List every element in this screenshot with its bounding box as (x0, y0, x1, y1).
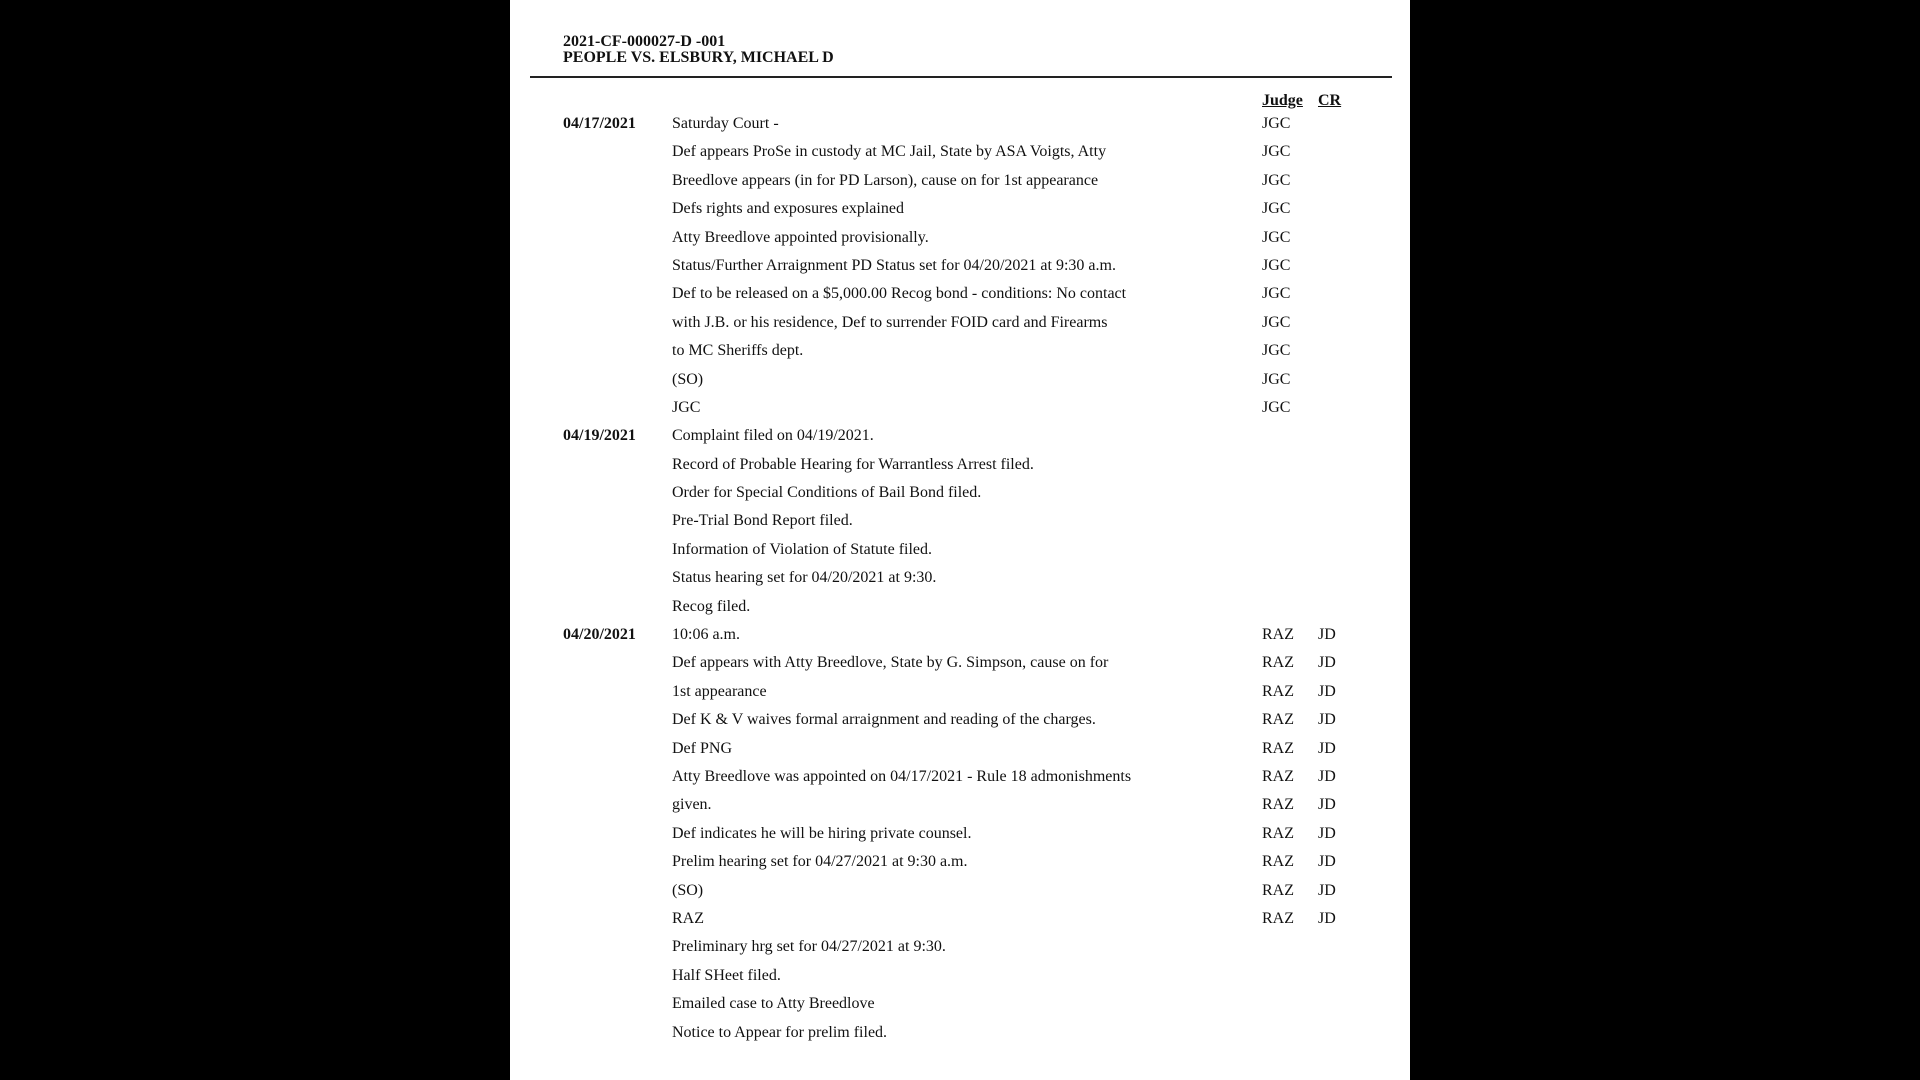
docket-entry-row (510, 793, 1410, 821)
docket-entry-row (510, 481, 1410, 509)
entry-cr: JD (1318, 881, 1336, 899)
entry-judge: RAZ (1262, 626, 1294, 644)
entry-text: 10:06 a.m. (672, 626, 740, 644)
docket-entry-row (510, 935, 1410, 963)
entry-text: Def to be released on a $5,000.00 Recog bond - conditions: No contact (672, 285, 1127, 303)
entry-judge: JGC (1262, 342, 1291, 360)
entry-text: JGC (672, 398, 701, 416)
entry-cr: JD (1318, 824, 1336, 842)
docket-entry-row (510, 368, 1410, 396)
entry-text: to MC Sheriffs dept. (672, 342, 804, 360)
case-header (563, 34, 834, 66)
docket-entry-row (510, 396, 1410, 424)
document-page (510, 0, 1410, 1080)
docket-entry-row (510, 169, 1410, 197)
entry-text: with J.B. or his residence, Def to surrender FOID card and Firearms (672, 313, 1108, 331)
docket-entry-row (510, 112, 1410, 140)
docket-entry-row (510, 311, 1410, 339)
entry-cr: JD (1318, 682, 1336, 700)
entry-cr: JD (1318, 767, 1336, 785)
entry-date: 04/17/2021 (563, 115, 636, 132)
docket-entry-row (510, 424, 1410, 452)
docket-entry-row (510, 140, 1410, 168)
docket-entry-row (510, 339, 1410, 367)
entry-judge: RAZ (1262, 824, 1294, 842)
docket-entry-row (510, 1021, 1410, 1049)
docket-entry-row (510, 282, 1410, 310)
entry-judge: JGC (1262, 370, 1291, 388)
docket-entry-row (510, 680, 1410, 708)
entry-text: Saturday Court - (672, 115, 779, 132)
entry-text: Defs rights and exposures explained (672, 200, 904, 218)
judge-column-header: Judge (1262, 92, 1303, 109)
entry-judge: JGC (1262, 256, 1291, 274)
entry-text: Def indicates he will be hiring private counsel. (672, 824, 972, 842)
entry-cr: JD (1318, 711, 1336, 729)
docket-entry-row (510, 226, 1410, 254)
entry-text: RAZ (672, 909, 704, 927)
entry-text: Complaint filed on 04/19/2021. (672, 427, 874, 445)
entry-judge: RAZ (1262, 711, 1294, 729)
entry-judge: RAZ (1262, 767, 1294, 785)
docket-entry-row (510, 708, 1410, 736)
entry-judge: RAZ (1262, 682, 1294, 700)
cr-column-header: CR (1318, 92, 1342, 109)
entry-cr: JD (1318, 739, 1336, 757)
docket-entry-row (510, 822, 1410, 850)
entry-judge: RAZ (1262, 909, 1294, 927)
docket-entry-row (510, 509, 1410, 537)
entry-text: Preliminary hrg set for 04/27/2021 at 9:30. (672, 938, 946, 956)
entry-text: Def K & V waives formal arraignment and reading of the charges. (672, 711, 1096, 729)
entry-judge: RAZ (1262, 853, 1294, 871)
docket-entry-row (510, 566, 1410, 594)
docket-entry-row (510, 907, 1410, 935)
entry-text: Def appears ProSe in custody at MC Jail, State by ASA Voigts, Atty (672, 143, 1107, 161)
docket-entry-row (510, 992, 1410, 1020)
entry-judge: RAZ (1262, 796, 1294, 814)
entry-judge: JGC (1262, 171, 1291, 189)
entry-judge: RAZ (1262, 881, 1294, 899)
entry-judge: JGC (1262, 313, 1291, 331)
docket-entry-row (510, 254, 1410, 282)
entry-judge: RAZ (1262, 739, 1294, 757)
entry-text: Prelim hearing set for 04/27/2021 at 9:30 a.m. (672, 853, 968, 871)
entry-text: Recog filed. (672, 597, 751, 615)
docket-entry-row (510, 453, 1410, 481)
entry-judge: JGC (1262, 228, 1291, 246)
case-title: PEOPLE VS. ELSBURY, MICHAEL D (563, 49, 834, 66)
docket-entry-row (510, 595, 1410, 623)
entry-text: Def PNG (672, 739, 732, 757)
docket-entry-row (510, 651, 1410, 679)
entry-text: Def appears with Atty Breedlove, State by G. Simpson, cause on for (672, 654, 1109, 672)
docket-entry-row (510, 879, 1410, 907)
entry-text: (SO) (672, 881, 704, 899)
entry-date: 04/20/2021 (563, 626, 636, 644)
entry-cr: JD (1318, 626, 1336, 644)
entry-text: Information of Violation of Statute filed. (672, 540, 933, 558)
entry-cr: JD (1318, 654, 1336, 672)
case-number: 2021-CF-000027-D -001 (563, 33, 726, 50)
entry-text: 1st appearance (672, 682, 767, 700)
entry-text: (SO) (672, 370, 704, 388)
entry-judge: JGC (1262, 115, 1291, 132)
docket-entry-row (510, 850, 1410, 878)
docket-entry-row (510, 765, 1410, 793)
entry-judge: JGC (1262, 398, 1291, 416)
header-divider (530, 76, 1392, 78)
entry-text: Status hearing set for 04/20/2021 at 9:30. (672, 569, 937, 587)
entry-text: Breedlove appears (in for PD Larson), cause on for 1st appearance (672, 171, 1099, 189)
entry-judge: JGC (1262, 143, 1291, 161)
entry-text: Pre-Trial Bond Report filed. (672, 512, 853, 530)
entry-cr: JD (1318, 796, 1336, 814)
entry-text: Atty Breedlove was appointed on 04/17/2021 - Rule 18 admonishments (672, 767, 1132, 785)
entry-judge: JGC (1262, 285, 1291, 303)
docket-entry-row (510, 964, 1410, 992)
entry-text: Half SHeet filed. (672, 966, 781, 984)
entry-text: Emailed case to Atty Breedlove (672, 995, 875, 1013)
docket-entry-row (510, 623, 1410, 651)
docket-entry-row (510, 197, 1410, 225)
docket-entry-row (510, 538, 1410, 566)
entry-text: Record of Probable Hearing for Warrantless Arrest filed. (672, 455, 1034, 473)
entry-judge: RAZ (1262, 654, 1294, 672)
entry-judge: JGC (1262, 200, 1291, 218)
entry-date: 04/19/2021 (563, 427, 636, 445)
docket-entries (510, 112, 1410, 1049)
entry-text: Order for Special Conditions of Bail Bond filed. (672, 484, 982, 502)
entry-text: given. (672, 796, 712, 814)
entry-text: Notice to Appear for prelim filed. (672, 1023, 888, 1041)
entry-cr: JD (1318, 909, 1336, 927)
entry-text: Status/Further Arraignment PD Status set for 04/20/2021 at 9:30 a.m. (672, 256, 1116, 274)
docket-entry-row (510, 737, 1410, 765)
entry-text: Atty Breedlove appointed provisionally. (672, 228, 929, 246)
entry-cr: JD (1318, 853, 1336, 871)
